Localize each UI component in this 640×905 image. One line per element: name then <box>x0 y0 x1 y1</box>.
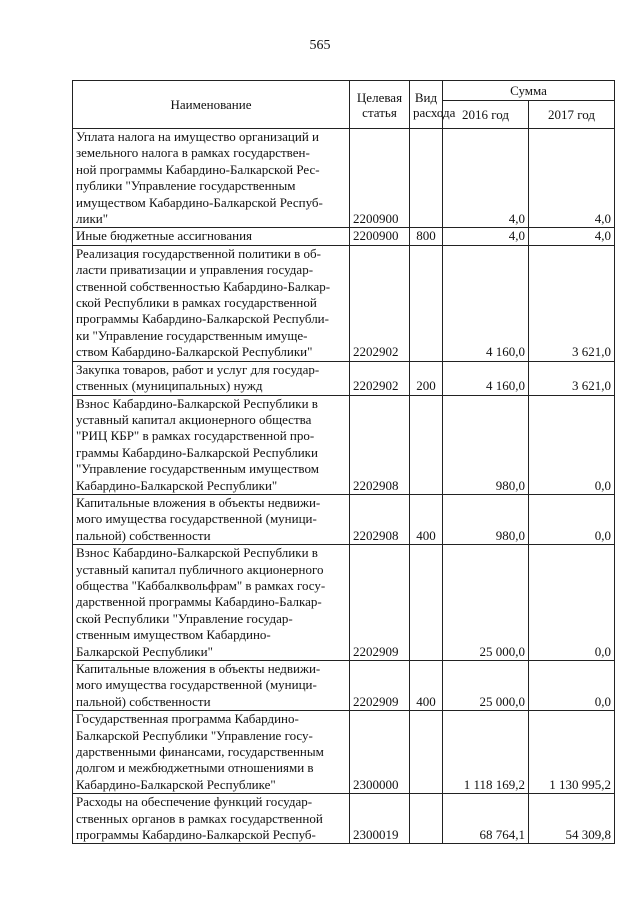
table-row <box>73 228 615 245</box>
row-vid <box>410 545 443 661</box>
row-vid: 200 <box>410 361 443 395</box>
row-code: 2300000 <box>350 711 410 794</box>
row-vid: 400 <box>410 494 443 544</box>
row-vid <box>410 395 443 494</box>
row-code: 2202909 <box>350 661 410 711</box>
table-row <box>73 395 615 494</box>
row-sum-2017: 0,0 <box>529 661 615 711</box>
header-vid: Вид расхода <box>410 81 443 129</box>
row-code: 2200900 <box>350 228 410 245</box>
row-sum-2016: 4,0 <box>443 129 529 228</box>
row-vid <box>410 245 443 361</box>
budget-table <box>72 80 615 844</box>
table-row <box>73 245 615 361</box>
row-sum-2016: 1 118 169,2 <box>443 711 529 794</box>
row-vid: 800 <box>410 228 443 245</box>
row-sum-2017: 0,0 <box>529 545 615 661</box>
row-sum-2017: 0,0 <box>529 494 615 544</box>
table-row <box>73 661 615 711</box>
row-vid <box>410 129 443 228</box>
header-sum: Сумма <box>443 81 615 101</box>
row-code: 2202908 <box>350 494 410 544</box>
row-name: Расходы на обеспечение функций государ- ственных органов в рамках государственной программы Кабардино-Балкарской Респуб- <box>73 794 350 844</box>
row-sum-2016: 25 000,0 <box>443 661 529 711</box>
row-sum-2017: 1 130 995,2 <box>529 711 615 794</box>
row-sum-2016: 980,0 <box>443 494 529 544</box>
row-vid: 400 <box>410 661 443 711</box>
row-code: 2202902 <box>350 361 410 395</box>
row-sum-2016: 4,0 <box>443 228 529 245</box>
row-sum-2016: 68 764,1 <box>443 794 529 844</box>
header-2016: 2016 год <box>443 101 529 129</box>
row-name: Реализация государственной политики в об- ласти приватизации и управления государ- ственной собственностью Кабардино-Балкар- ской Республики в рамках государственной программы Кабардино-Балкарской Республи- ки "Управление государственным имуще- ством Кабардино-Балкарской Республики" <box>73 245 350 361</box>
row-name: Взнос Кабардино-Балкарской Республики в уставный капитал акционерного общества "РИЦ КБР" в рамках государственной про- граммы Кабардино-Балкарской Республики "Управление государственным имуществом Кабардино-Балкарской Республики" <box>73 395 350 494</box>
row-sum-2017: 0,0 <box>529 395 615 494</box>
header-2017: 2017 год <box>529 101 615 129</box>
row-sum-2017: 4,0 <box>529 129 615 228</box>
table-row <box>73 129 615 228</box>
table-row <box>73 794 615 844</box>
table-row <box>73 711 615 794</box>
table-row <box>73 545 615 661</box>
row-code: 2300019 <box>350 794 410 844</box>
row-sum-2017: 54 309,8 <box>529 794 615 844</box>
header-code: Целевая статья <box>350 81 410 129</box>
row-sum-2017: 4,0 <box>529 228 615 245</box>
row-sum-2016: 25 000,0 <box>443 545 529 661</box>
row-name: Капитальные вложения в объекты недвижи- мого имущества государственной (муници- пальной) собственности <box>73 661 350 711</box>
row-sum-2017: 3 621,0 <box>529 245 615 361</box>
row-name: Государственная программа Кабардино- Балкарской Республики "Управление госу- дарственными финансами, государственным долгом и межбюджетными отношениями в Кабардино-Балкарской Республике" <box>73 711 350 794</box>
row-name: Уплата налога на имущество организаций и земельного налога в рамках государствен- ной программы Кабардино-Балкарской Рес- публики "Управление государственным имуществом Кабардино-Балкарской Респуб- лики" <box>73 129 350 228</box>
row-sum-2016: 980,0 <box>443 395 529 494</box>
row-sum-2016: 4 160,0 <box>443 361 529 395</box>
row-sum-2017: 3 621,0 <box>529 361 615 395</box>
row-vid <box>410 794 443 844</box>
row-sum-2016: 4 160,0 <box>443 245 529 361</box>
row-name: Взнос Кабардино-Балкарской Республики в уставный капитал публичного акционерного общества "Каббалквольфрам" в рамках госу- дарственной программы Кабардино-Балкар- ской Республики "Управление государ- ственным имуществом Кабардино- Балкарской Республики" <box>73 545 350 661</box>
row-vid <box>410 711 443 794</box>
row-code: 2202908 <box>350 395 410 494</box>
header-name: Наименование <box>73 81 350 129</box>
row-name: Капитальные вложения в объекты недвижи- мого имущества государственной (муници- пальной) собственности <box>73 494 350 544</box>
table-row <box>73 361 615 395</box>
row-name: Закупка товаров, работ и услуг для государ- ственных (муниципальных) нужд <box>73 361 350 395</box>
row-code: 2200900 <box>350 129 410 228</box>
page-number: 565 <box>309 38 331 53</box>
table-row <box>73 494 615 544</box>
row-code: 2202902 <box>350 245 410 361</box>
row-name: Иные бюджетные ассигнования <box>73 228 350 245</box>
row-code: 2202909 <box>350 545 410 661</box>
